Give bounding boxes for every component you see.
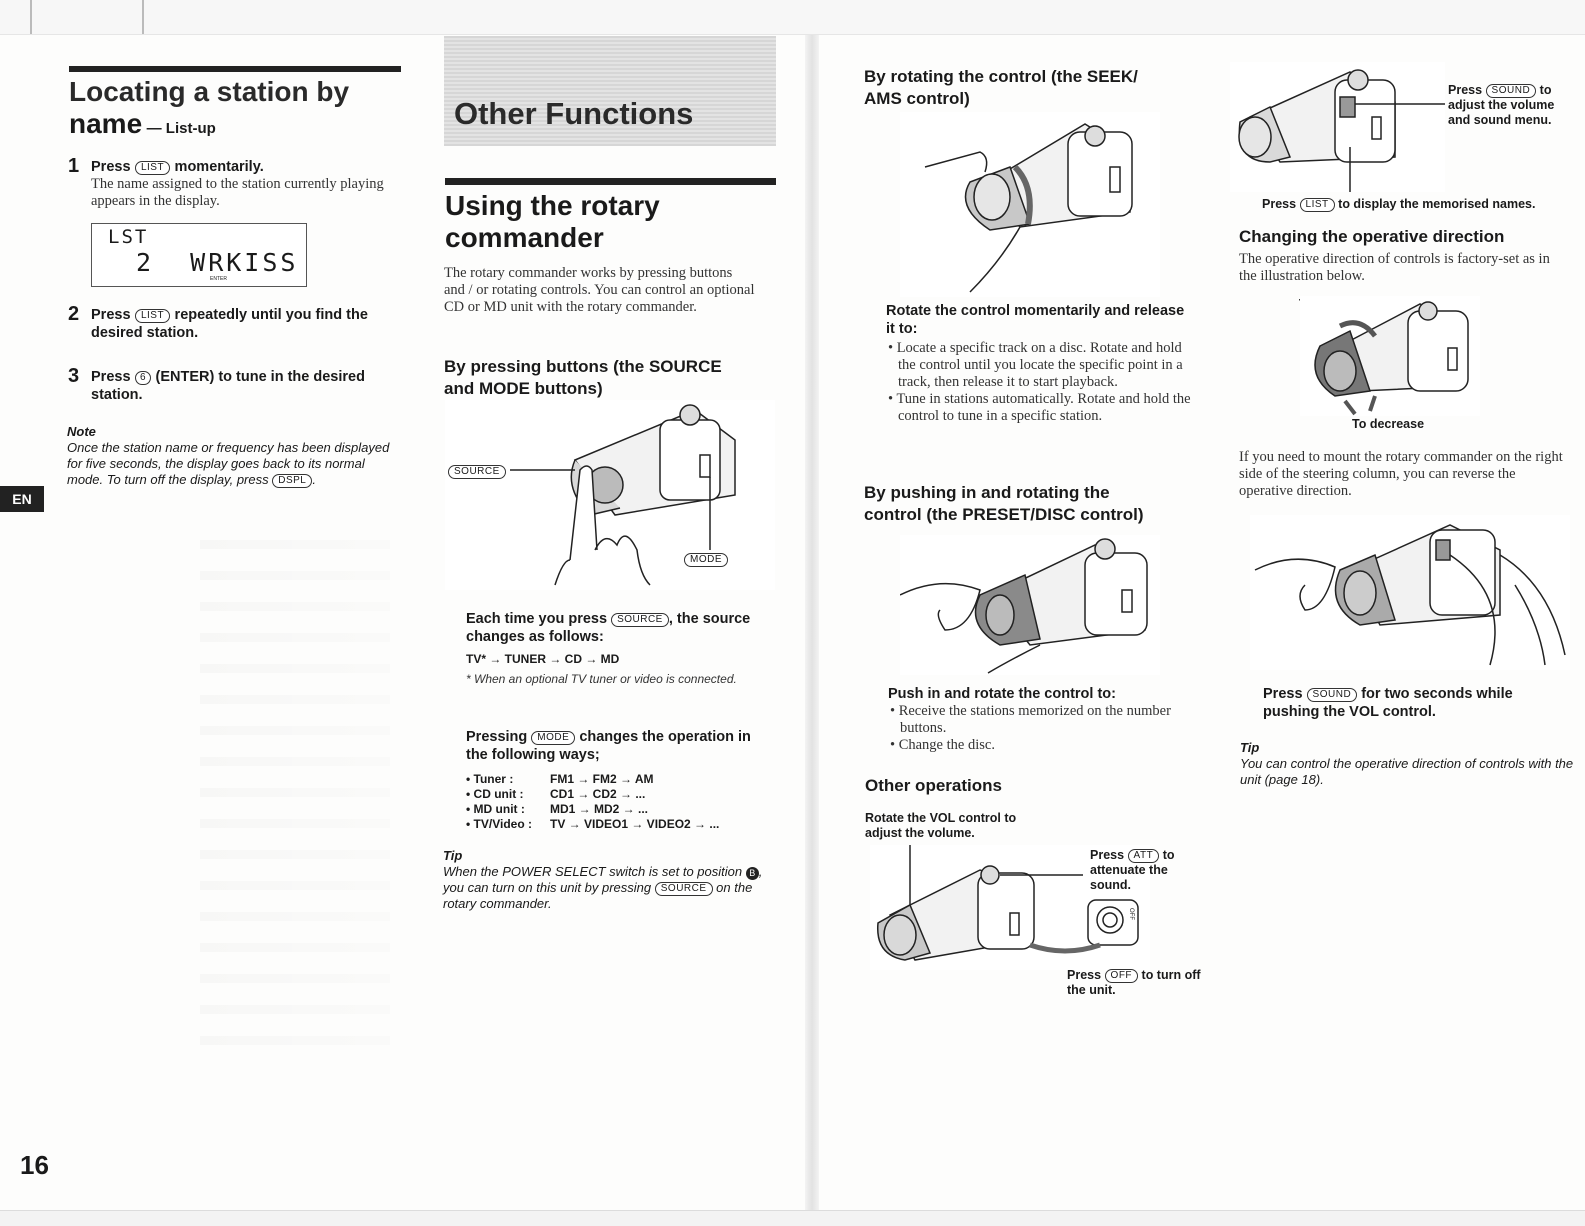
- section-rule: [69, 66, 401, 72]
- pressing-a: Pressing: [466, 729, 528, 745]
- other-operations-heading: Other operations: [865, 776, 1002, 795]
- source-key: SOURCE: [611, 613, 669, 627]
- middle-rule: [445, 178, 776, 185]
- mode-item: • MD unit : MD1 → MD2 → ...: [466, 802, 649, 816]
- rotate-item: • Locate a specific track on a disc. Rotate and hold the control until you locate the specific point in a track, then release it to start playback.: [888, 340, 1183, 390]
- sub-push-line1: By pushing in and rotating the: [864, 483, 1110, 502]
- step-press: Press: [91, 159, 131, 175]
- att-b: to attenuate the sound.: [1090, 848, 1175, 892]
- lcd-display: [91, 223, 307, 287]
- top-tab-mark: [30, 0, 144, 34]
- mode-item: • Tuner : FM1 → FM2 → AM: [466, 772, 654, 786]
- language-tab-label: EN: [12, 491, 32, 507]
- press-sound-a: Press: [1263, 686, 1303, 702]
- att-a: Press: [1090, 848, 1125, 862]
- press-sound-figure: [1250, 515, 1570, 670]
- step-detail: The name assigned to the station currently playing appears in the display.: [91, 176, 384, 209]
- off-button-label: OFF: [1128, 908, 1134, 920]
- source-change-text: [466, 610, 766, 686]
- list-names-text: [1262, 197, 1572, 212]
- pushing-heading: [864, 482, 1194, 526]
- off-key: OFF: [1105, 969, 1139, 983]
- pressing-buttons-heading: [444, 356, 774, 400]
- source-sequence: TV* → TUNER → CD → MD: [466, 652, 620, 666]
- page-number: 16: [20, 1150, 49, 1180]
- push-item: • Change the disc.: [890, 737, 995, 753]
- rotate-item: • Tune in stations automatically. Rotate and hold the control to tune in a specific station.: [888, 391, 1191, 424]
- rotary-title-line2: commander: [445, 222, 604, 253]
- tip-label: Tip: [1240, 740, 1260, 755]
- mode-list: [466, 772, 771, 832]
- position-b-badge: B: [746, 867, 759, 880]
- source-key: SOURCE: [448, 465, 506, 479]
- list-key: LIST: [135, 309, 170, 323]
- language-tab: [0, 486, 44, 512]
- rotary-title: [445, 190, 775, 254]
- off-text: [1067, 968, 1202, 998]
- note-label: Note: [67, 424, 96, 439]
- to-increase-label: To increase: [1299, 297, 1368, 311]
- section-title-line2: name: [69, 108, 143, 139]
- figure-mode-label: [684, 550, 728, 568]
- note-text: Once the station name or frequency has been displayed for five seconds, the display goes back to its normal mode. To turn off the display, press: [67, 440, 390, 487]
- step-3: [68, 365, 402, 404]
- step-action: (ENTER) to tune in the desired station.: [91, 369, 365, 403]
- source-key: SOURCE: [655, 882, 713, 896]
- right-tip: [1240, 740, 1580, 788]
- lcd-line2: 2 WRKISS: [136, 248, 299, 277]
- push-heading: Push in and rotate the control to:: [888, 686, 1116, 702]
- mode-key: MODE: [531, 731, 575, 745]
- press-sound-b: for two seconds while pushing the VOL control.: [1263, 686, 1513, 720]
- step-action: momentarily.: [174, 159, 264, 175]
- step-press: Press: [91, 369, 131, 385]
- page-gutter: [805, 35, 819, 1225]
- change-direction-text: The operative direction of controls is factory-set as in the illustration below.: [1239, 251, 1550, 284]
- list-b: to display the memorised names.: [1338, 197, 1536, 211]
- push-item: • Receive the stations memorized on the number buttons.: [890, 703, 1171, 736]
- change-direction-title: Changing the operative direction: [1239, 227, 1505, 246]
- section-title-suffix: — List-up: [146, 120, 216, 137]
- rotate-heading: Rotate the control momentarily and release it to:: [886, 303, 1185, 337]
- step-number: 2: [68, 303, 80, 325]
- rotate-control-figure: [900, 112, 1160, 297]
- press-sound-text: [1263, 685, 1568, 721]
- step-1: [68, 155, 398, 210]
- att-text: [1090, 848, 1190, 893]
- tip-text-a: When the POWER SELECT switch is set to position: [443, 864, 743, 879]
- sub-rotate-line2: AMS control): [864, 89, 970, 108]
- vol-text: Rotate the VOL control to adjust the volume.: [865, 811, 1017, 840]
- bottom-edge: [0, 1210, 1585, 1226]
- note-block: Note Once the station name or frequency has been displayed for five seconds, the display goes back to its normal mode. To turn off the display, press DSPL .: [67, 424, 402, 488]
- step-number: 1: [68, 155, 80, 177]
- sound-a: Press: [1448, 83, 1483, 97]
- top-margin-strip: [0, 0, 1585, 35]
- mode-key: MODE: [684, 553, 728, 567]
- each-time-a: Each time you press: [466, 611, 608, 627]
- mode-item: • CD unit : CD1 → CD2 → ...: [466, 787, 646, 801]
- sub-push-line2: control (the PRESET/DISC control): [864, 505, 1144, 524]
- show-through-texture: [200, 540, 390, 1067]
- rotating-heading: [864, 66, 1194, 110]
- other-functions-banner: [444, 36, 776, 146]
- step-2: [68, 303, 402, 342]
- sound-key: SOUND: [1307, 688, 1358, 702]
- att-key: ATT: [1128, 849, 1160, 863]
- step-action: repeatedly until you find the desired station.: [91, 307, 368, 341]
- list-key: LIST: [135, 161, 170, 175]
- sub1-line2: and MODE buttons): [444, 379, 603, 398]
- mode-item: • TV/Video : TV → VIDEO1 → VIDEO2 → ...: [466, 817, 720, 831]
- to-decrease-label: To decrease: [1352, 417, 1425, 431]
- push-list: [888, 703, 1198, 754]
- mode-change-text: [466, 728, 771, 832]
- banner-title: Other Functions: [454, 96, 694, 131]
- tip-text: You can control the operative direction of controls with the unit (page 18).: [1240, 756, 1574, 787]
- rotary-title-line1: Using the rotary: [445, 190, 660, 221]
- reverse-text: If you need to mount the rotary commander on the right side of the steering column, you can reverse the operative direction.: [1239, 449, 1563, 499]
- sub1-line1: By pressing buttons (the SOURCE: [444, 357, 722, 376]
- middle-tip: [443, 848, 777, 912]
- rotary-intro: The rotary commander works by pressing buttons and / or rotating controls. You can control an optional CD or MD unit with the rotary commander.: [444, 265, 755, 315]
- each-time-b: , the source changes as follows:: [466, 611, 751, 645]
- tip-text-c: on the rotary commander.: [443, 880, 753, 911]
- list-key: LIST: [1300, 198, 1335, 212]
- list-a: Press: [1262, 197, 1297, 211]
- section-title-line1: Locating a station by: [69, 76, 350, 107]
- sound-b: to adjust the volume and sound menu.: [1448, 83, 1555, 127]
- lcd-line1: LST: [108, 226, 149, 248]
- footnote: * When an optional TV tuner or video is connected.: [466, 672, 737, 686]
- figure-source-label: [448, 462, 506, 480]
- lcd-small-label: ENTER: [210, 276, 227, 282]
- step-press: Press: [91, 307, 131, 323]
- direction-figure: [1300, 296, 1480, 416]
- push-rotate-figure: [900, 535, 1160, 675]
- sound-key: SOUND: [1486, 84, 1537, 98]
- sound-list-figure: [1230, 62, 1445, 192]
- sub-rotate-line1: By rotating the control (the SEEK/: [864, 67, 1138, 86]
- off-b: to turn off the unit.: [1067, 968, 1201, 997]
- step-number: 3: [68, 365, 80, 387]
- tip-text-b: , you can turn on this unit by pressing: [443, 864, 763, 895]
- enter-6-key: 6: [135, 371, 151, 385]
- pressing-b: changes the operation in the following ways;: [466, 729, 751, 763]
- tip-label: Tip: [443, 848, 463, 863]
- sound-text: [1448, 83, 1568, 128]
- push-instructions: [888, 685, 1198, 754]
- off-a: Press: [1067, 968, 1102, 982]
- dspl-key: DSPL: [272, 474, 312, 488]
- rotate-list: [886, 340, 1196, 425]
- section-title: [69, 76, 399, 140]
- rotate-instructions: [886, 302, 1196, 425]
